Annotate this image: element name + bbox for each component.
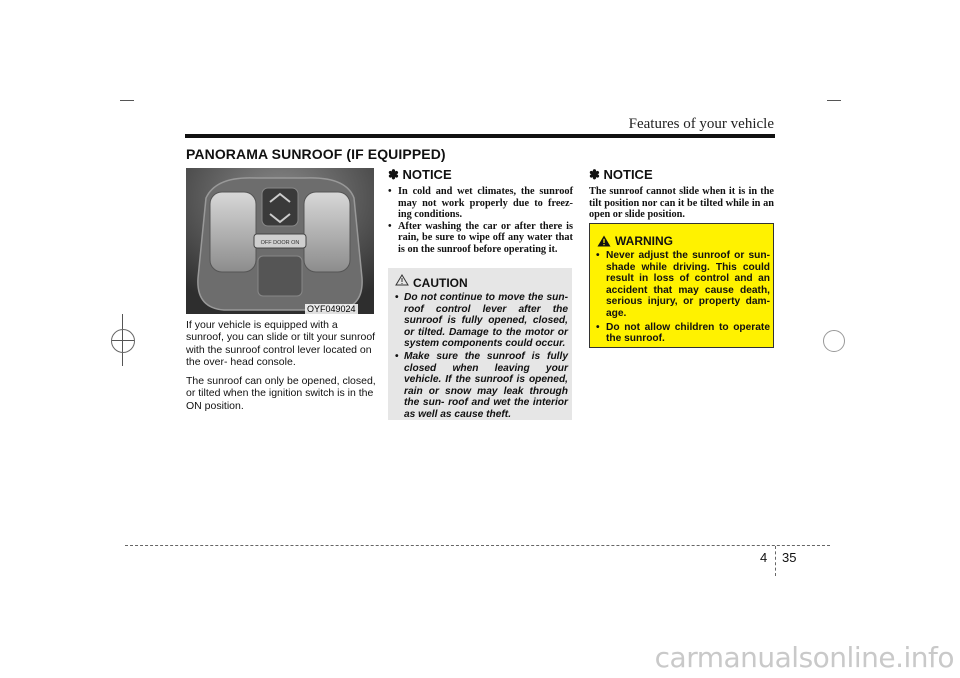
- warning-triangle-icon: [597, 235, 611, 247]
- crop-mark-top-right: [827, 100, 841, 101]
- running-header: Features of your vehicle: [628, 116, 774, 132]
- notice-1-title: ✽ NOTICE: [388, 167, 452, 182]
- warning-item: • Do not allow children to operate the sunroof.: [592, 322, 770, 345]
- warning-item: • Never adjust the sunroof or sun- shade while driving. This could result in loss of control and an accident that may cause death, serious injury, or property dam- age.: [592, 250, 770, 320]
- overhead-console-illustration: [186, 168, 374, 314]
- header-rule: [185, 134, 775, 138]
- footer-rule: [125, 545, 830, 546]
- notice-1-item: • In cold and wet climates, the sunroof may not work properly due to freez- ing conditions.: [388, 186, 573, 221]
- page-number: 35: [782, 550, 797, 565]
- footer-divider: [775, 546, 776, 576]
- caution-box: [388, 268, 572, 420]
- body-paragraph-2: The sunroof can only be opened, closed, or tilted when the ignition switch is in the ON position.: [186, 375, 376, 412]
- overhead-console-photo: [186, 168, 374, 314]
- figure-code: OYF049024: [307, 304, 356, 314]
- notice-2-title: ✽ NOTICE: [589, 167, 653, 182]
- notice-2-text: The sunroof cannot slide when it is in the tilt position nor can it be tilted while in an open or slide position.: [589, 186, 774, 221]
- registration-circle-right: [823, 330, 845, 352]
- caution-triangle-icon: [395, 274, 409, 286]
- watermark: carmanualsonline.info: [654, 641, 954, 674]
- notice-2: [589, 167, 774, 221]
- caution-item: • Make sure the sunroof is fully closed when leaving your vehicle. If the sunroof is opened, rain or snow may leak through the sun- roof and wet the interior as well as cause theft.: [392, 351, 568, 421]
- notice-1: [388, 167, 573, 256]
- caution-title: CAUTION: [413, 276, 468, 290]
- warning-title: WARNING: [615, 234, 673, 248]
- crop-mark-top-left: [120, 100, 134, 101]
- registration-circle-left: [111, 329, 135, 353]
- body-paragraph-1: If your vehicle is equipped with a sunroof, you can slide or tilt your sunroof with the sunroof control lever located on the over- head console.: [186, 319, 376, 368]
- warning-box: [589, 223, 774, 348]
- notice-1-item: • After washing the car or after there is rain, be sure to wipe off any water that is on the sunroof before operating it.: [388, 221, 573, 256]
- chapter-number: 4: [760, 550, 768, 565]
- section-title: PANORAMA SUNROOF (IF EQUIPPED): [186, 146, 446, 162]
- caution-item: • Do not continue to move the sun- roof control lever after the sunroof is fully opened, closed, or tilted. Damage to the motor or system components could occur.: [392, 292, 568, 350]
- door-switch-label: OFF DOOR ON: [260, 240, 300, 246]
